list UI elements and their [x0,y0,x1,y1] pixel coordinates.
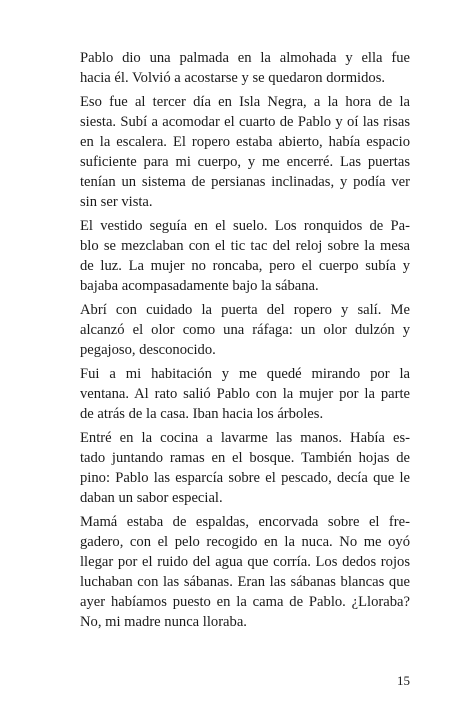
text-line: Entré en la cocina a lavarme las manos. Había es- [80,430,410,446]
text-line: ayer habíamos puesto en la cama de Pablo. ¿Lloraba? [80,594,410,610]
text-line: suficiente para mi cuerpo, y me encerré. Las puertas [80,154,410,170]
text-line: sin ser vista. [80,194,153,210]
paragraph-7 [62,512,410,632]
body-text [62,48,410,636]
text-line: siesta. Subí a acomodar el cuarto de Pablo y oí las risas [80,114,410,130]
text-line: pegajoso, desconocido. [80,342,216,358]
text-line: Mamá estaba de espaldas, encorvada sobre el fre- [80,514,410,530]
text-line: Eso fue al tercer día en Isla Negra, a la hora de la [80,94,410,110]
paragraph-6 [62,428,410,508]
text-line: en la escalera. El ropero estaba abierto, había espacio [80,134,410,150]
text-line: tenían un sistema de persianas inclinadas, y podía ver [80,174,410,190]
text-line: de luz. La mujer no roncaba, pero el cuerpo subía y [80,258,410,274]
text-line: blo se mezclaban con el tic tac del reloj sobre la mesa [80,238,410,254]
text-line: luchaban con las sábanas. Eran las sábanas blancas que [80,574,410,590]
text-line: tado juntando ramas en el bosque. También hojas de [80,450,410,466]
paragraph-2 [62,92,410,212]
text-line: Abrí con cuidado la puerta del ropero y salí. Me [80,302,410,318]
paragraph-5 [62,364,410,424]
text-line: Pablo dio una palmada en la almohada y ella fue [80,50,410,66]
text-line: bajaba acompasadamente bajo la sábana. [80,278,319,294]
text-line: No, mi madre nunca lloraba. [80,614,247,630]
text-line: hacia él. Volvió a acostarse y se quedaron dormidos. [80,70,386,86]
text-line: El vestido seguía en el suelo. Los ronquidos de Pa- [80,218,410,234]
text-line: daban un sabor especial. [80,490,223,506]
text-line: pino: Pablo las esparcía sobre el pescado, decía que le [80,470,410,486]
text-line: de atrás de la casa. Iban hacia los árboles. [80,406,324,422]
text-line: llegar por el ruido del agua que corría. Los dedos rojos [80,554,410,570]
paragraph-1 [62,48,410,88]
text-line: alcanzó el olor como una ráfaga: un olor dulzón y [80,322,410,338]
text-line: Fui a mi habitación y me quedé mirando por la [80,366,410,382]
paragraph-4 [62,300,410,360]
paragraph-3 [62,216,410,296]
text-line: gadero, con el pelo recogido en la nuca. No me oyó [80,534,410,550]
text-line: ventana. Al rato salió Pablo con la mujer por la parte [80,386,410,402]
page-number: 15 [397,673,410,688]
